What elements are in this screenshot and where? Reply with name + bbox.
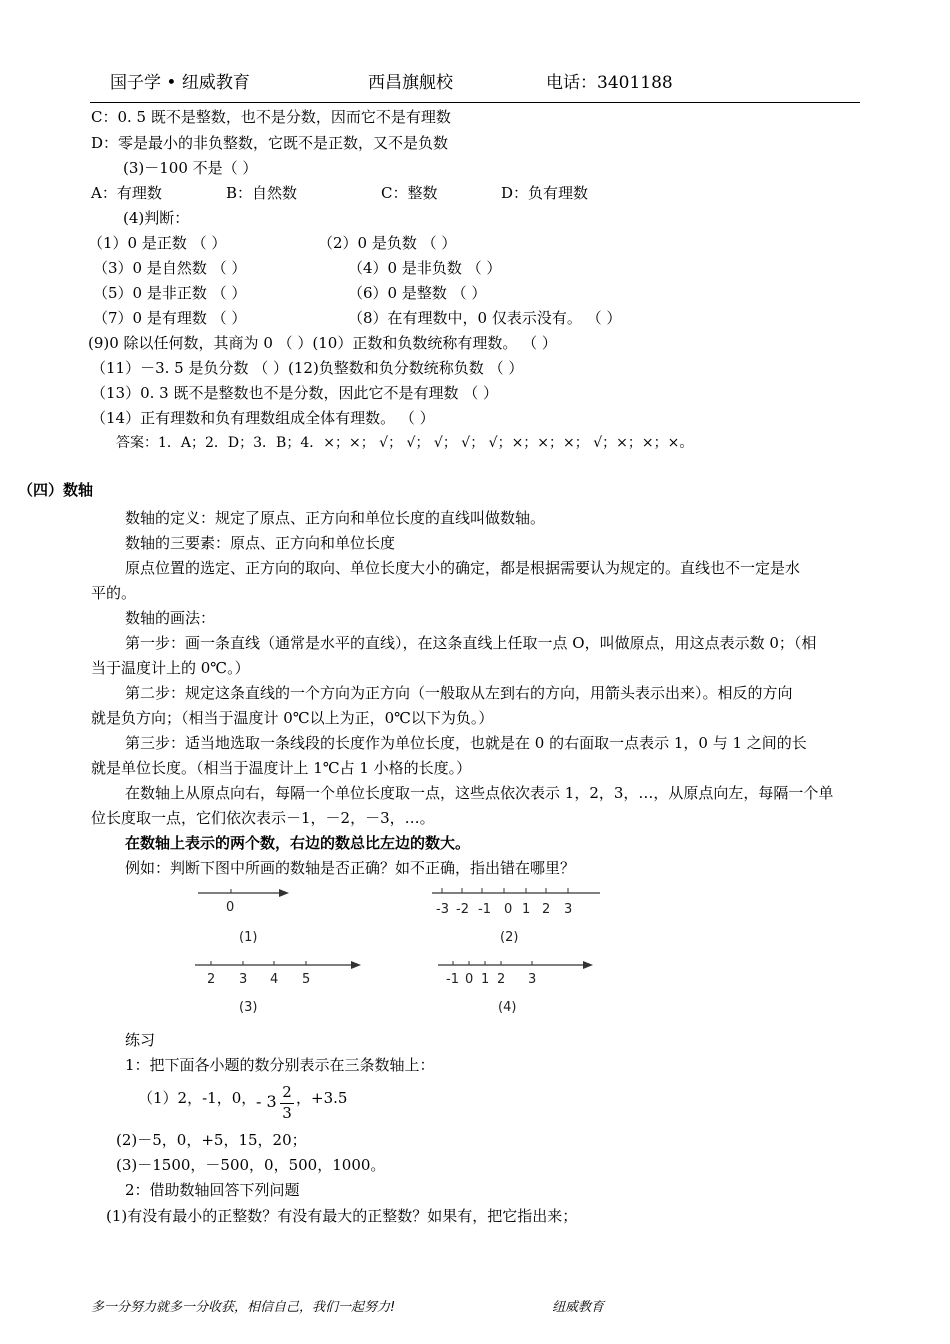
fig2-label-1: 1 bbox=[522, 902, 531, 917]
step-4b: 位长度取一点，它们依次表示－1，－2，－3，…。 bbox=[91, 809, 435, 827]
option-d2: D：负有理数 bbox=[501, 184, 589, 202]
fig4-label-3: 3 bbox=[528, 972, 537, 987]
exercise-1c: (3)－1500，－500，0，500，1000。 bbox=[116, 1156, 386, 1174]
para-drawing: 数轴的画法： bbox=[125, 609, 216, 627]
header-campus: 西昌旗舰校 bbox=[368, 73, 453, 93]
exercise-1: 1：把下面各小题的数分别表示在三条数轴上： bbox=[125, 1056, 435, 1074]
fig2-label-3: 3 bbox=[564, 902, 573, 917]
footer-motto: 多一分努力就多一分收获，相信自己，我们一起努力! bbox=[91, 1300, 396, 1315]
fig2-label-0: 0 bbox=[504, 902, 513, 917]
judge-5: （5）0 是非正数 （ ） bbox=[93, 284, 247, 302]
fig2-label-m1: -1 bbox=[478, 902, 491, 917]
number-line-figure-3 bbox=[193, 955, 368, 1020]
option-c: C：0. 5 既不是整数，也不是分数，因而它不是有理数 bbox=[91, 108, 451, 126]
judge-3: （3）0 是自然数 （ ） bbox=[93, 259, 247, 277]
step-3a: 第三步：适当地选取一条线段的长度作为单位长度，也就是在 0 的右面取一点表示 1，0 与 1 之间的长 bbox=[125, 734, 807, 752]
section-title: （四）数轴 bbox=[18, 481, 94, 499]
option-a: A：有理数 bbox=[91, 184, 162, 202]
fig4-label-2: 2 bbox=[497, 972, 506, 987]
step-1a: 第一步：画一条直线（通常是水平的直线），在这条直线上任取一点 O，叫做原点，用这点表示数 0；（相 bbox=[125, 634, 817, 652]
exercise-title: 练习 bbox=[125, 1031, 156, 1049]
answer-key: 答案：1．A；2．D；3．B；4．×；×； √； √； √； √； √；×；×；×； √；×；×；×。 bbox=[116, 435, 694, 451]
step-2a: 第二步：规定这条直线的一个方向为正方向（一般取从左到右的方向，用箭头表示出来）。相反的方向 bbox=[125, 684, 793, 702]
para-elements: 数轴的三要素：原点、正方向和单位长度 bbox=[125, 534, 396, 552]
fraction-denominator: 3 bbox=[282, 1104, 292, 1122]
option-c2: C：整数 bbox=[381, 184, 438, 202]
judge-9-10: (9)0 除以任何数，其商为 0 （ ）(10）正数和负数统称有理数。 （ ） bbox=[88, 334, 557, 352]
judge-13: （13）0. 3 既不是整数也不是分数，因此它不是有理数 （ ） bbox=[91, 384, 499, 402]
exercise-1a-end: ，+3.5 bbox=[296, 1089, 348, 1107]
number-line-figure-2 bbox=[432, 883, 607, 948]
fig2-label-m3: -3 bbox=[436, 902, 449, 917]
exercise-1a-start: （1）2，-1，0， bbox=[138, 1089, 257, 1107]
para-origin-1: 原点位置的选定、正方向的取向、单位长度大小的确定，都是根据需要认为规定的。直线也不一定是水 bbox=[125, 559, 801, 577]
question-4: (4)判断： bbox=[123, 209, 190, 227]
para-definition: 数轴的定义：规定了原点、正方向和单位长度的直线叫做数轴。 bbox=[125, 509, 546, 527]
fig3-caption: (3) bbox=[239, 1000, 258, 1015]
header-phone: 电话：3401188 bbox=[546, 73, 673, 93]
fig3-label-3: 3 bbox=[239, 972, 248, 987]
fig4-label-m1: -1 bbox=[446, 972, 459, 987]
judge-14: （14）正有理数和负有理数组成全体有理数。 （ ） bbox=[91, 409, 435, 427]
step-2b: 就是负方向；（相当于温度计 0℃以上为正，0℃以下为负。） bbox=[91, 709, 494, 727]
judge-1: （1）0 是正数 （ ） bbox=[88, 234, 227, 252]
number-line-figure-1 bbox=[195, 883, 305, 948]
judge-11-12: （11）－3. 5 是负分数 （ ）(12)负整数和负分数统称负数 （ ） bbox=[91, 359, 524, 377]
key-rule: 在数轴上表示的两个数，右边的数总比左边的数大。 bbox=[125, 834, 471, 852]
fig1-caption: (1) bbox=[239, 930, 258, 945]
judge-2: （2）0 是负数 （ ） bbox=[318, 234, 457, 252]
exercise-1b: (2)－5，0，+5，15，20； bbox=[116, 1131, 307, 1149]
header-rule bbox=[90, 102, 860, 103]
exercise-2: 2：借助数轴回答下列问题 bbox=[125, 1181, 300, 1199]
fig4-label-0: 0 bbox=[465, 972, 474, 987]
judge-6: （6）0 是整数 （ ） bbox=[348, 284, 487, 302]
fig4-caption: (4) bbox=[498, 1000, 517, 1015]
fig3-label-4: 4 bbox=[270, 972, 279, 987]
fig1-label-0: 0 bbox=[226, 900, 235, 915]
fraction-numerator: 2 bbox=[282, 1083, 292, 1101]
step-4a: 在数轴上从原点向右，每隔一个单位长度取一点，这些点依次表示 1，2，3，…，从原点向左，每隔一个单 bbox=[125, 784, 834, 802]
footer-brand: 纽威教育 bbox=[552, 1300, 605, 1315]
fig3-label-2: 2 bbox=[207, 972, 216, 987]
judge-7: （7）0 是有理数 （ ） bbox=[93, 309, 247, 327]
option-b: B：自然数 bbox=[226, 184, 298, 202]
mixed-number-whole: - 3 bbox=[256, 1092, 277, 1111]
judge-4: （4）0 是非负数 （ ） bbox=[348, 259, 502, 277]
step-1b: 当于温度计上的 0℃。） bbox=[91, 659, 250, 677]
fig3-label-5: 5 bbox=[302, 972, 311, 987]
option-d: D：零是最小的非负整数，它既不是正数，又不是负数 bbox=[91, 134, 449, 152]
fig2-caption: (2) bbox=[500, 930, 519, 945]
example-prompt: 例如：判断下图中所画的数轴是否正确？如不正确，指出错在哪里？ bbox=[125, 859, 576, 877]
number-line-figure-4 bbox=[436, 955, 601, 1020]
judge-8: （8）在有理数中，0 仅表示没有。 （ ） bbox=[348, 309, 622, 327]
question-3: (3)－100 不是（ ） bbox=[123, 159, 258, 177]
exercise-2a: (1)有没有最小的正整数？有没有最大的正整数？如果有，把它指出来； bbox=[106, 1207, 578, 1225]
header-school: 国子学 • 纽威教育 bbox=[110, 73, 250, 93]
para-origin-2: 平的。 bbox=[91, 584, 137, 602]
fig4-label-1: 1 bbox=[481, 972, 490, 987]
fig2-label-m2: -2 bbox=[456, 902, 469, 917]
fig2-label-2: 2 bbox=[542, 902, 551, 917]
step-3b: 就是单位长度。（相当于温度计上 1℃占 1 小格的长度。） bbox=[91, 759, 472, 777]
